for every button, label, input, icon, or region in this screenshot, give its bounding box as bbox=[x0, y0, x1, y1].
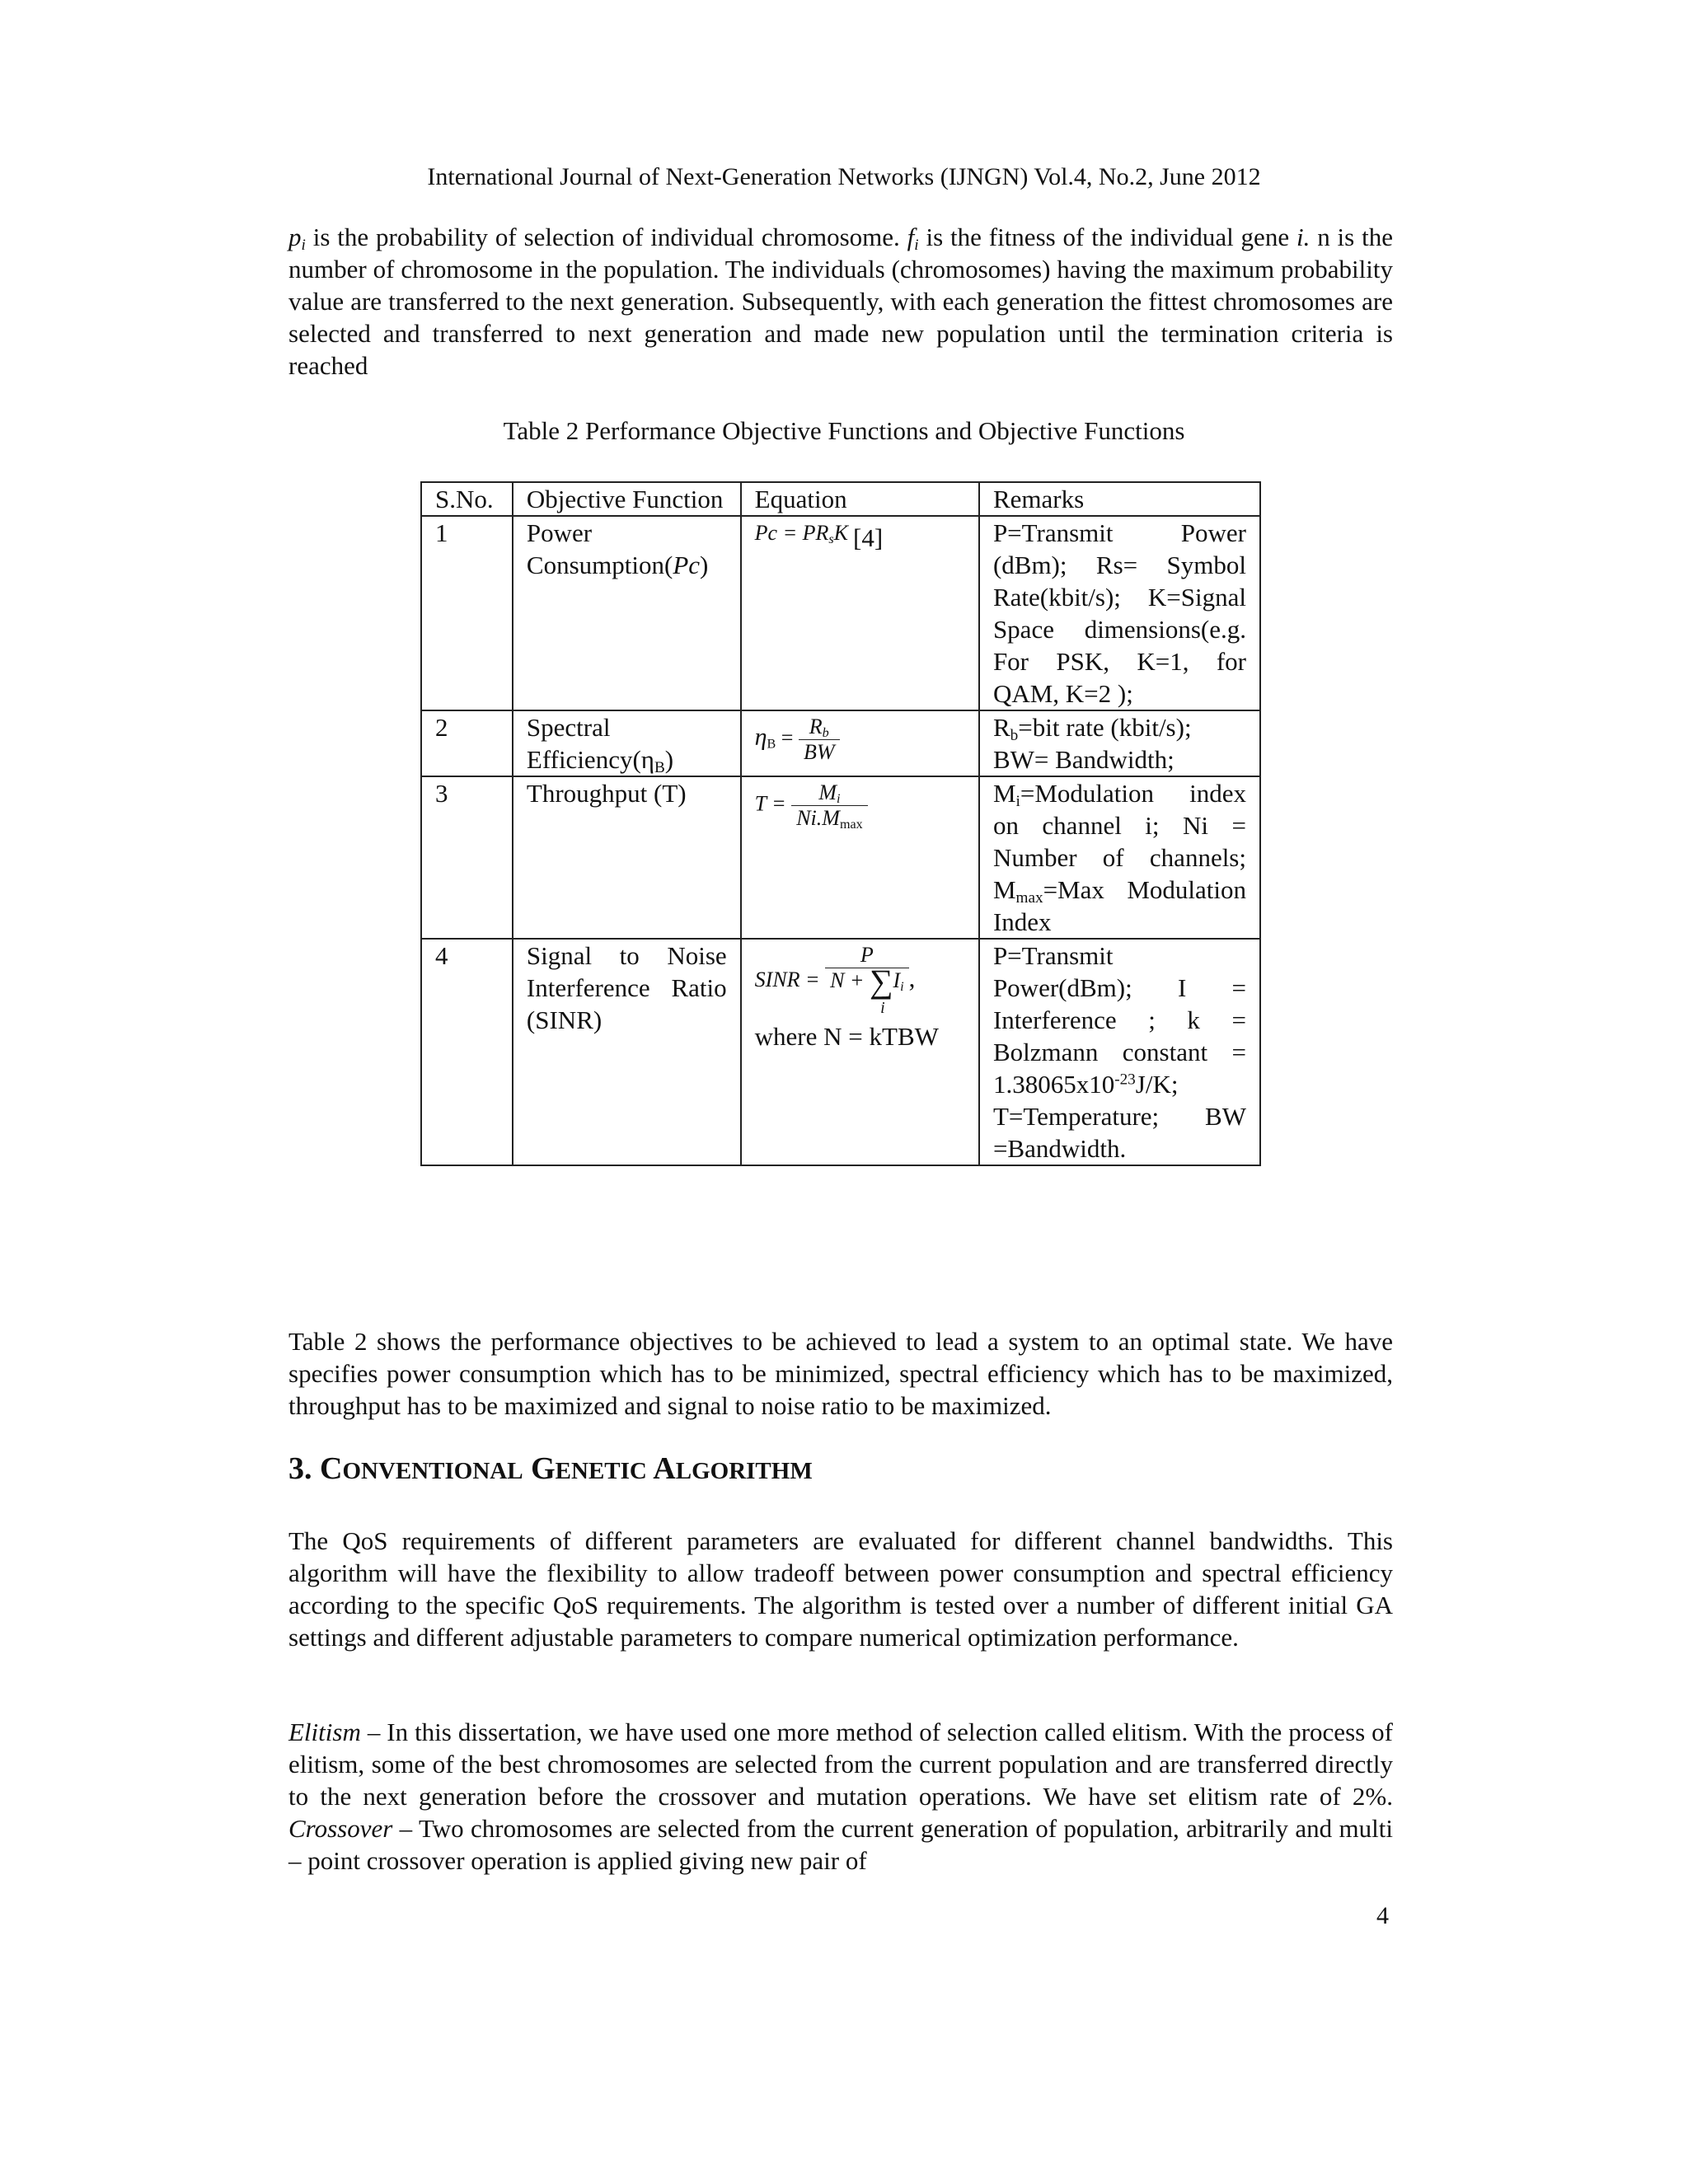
qos-paragraph: The QoS requirements of different parameters are evaluated for different channel bandwidths. This algorithm will have the flexibility to allow tradeoff between power consumption and spectral efficiency according to the specific QoS requirements. The algorithm is tested over a number of different initial GA settings and different adjustable parameters to compare numerical optimization performance. bbox=[288, 1526, 1393, 1652]
intro-text-1: is the probability of selection of individual chromosome. bbox=[305, 223, 907, 251]
table-row bbox=[421, 939, 1260, 1165]
row2-equation: $\eta_B$ = $\frac{R_b}{BW}$ bbox=[741, 710, 979, 776]
row3-remarks: $M_i=Modulation$ index on channel i; Ni = Number of channels; $M_{max}=Max$ Modulation Index bbox=[979, 776, 1260, 939]
row4-sno: 4 bbox=[421, 939, 513, 1165]
elitism-paragraph: Elitism – In this dissertation, we have used one more method of selection called elitism. With the process of elitism, some of the best chromosomes are selected from the current population and are transferred directly to the next generation before the crossover and mutation operations. We have set elitism rate of 2%. Crossover – Two chromosomes are selected from the current generation of population, arbitrarily and multi – point crossover operation is applied giving new pair of bbox=[288, 1718, 1393, 1875]
table-caption: Table 2 Performance Objective Functions and Objective Functions bbox=[503, 416, 1185, 445]
gene-i: i. bbox=[1296, 223, 1311, 251]
section-heading: 3. CONVENTIONAL GENETIC ALGORITHM bbox=[288, 1451, 813, 1486]
row1-sno: 1 bbox=[421, 516, 513, 710]
table-row bbox=[421, 710, 1260, 776]
running-header: International Journal of Next-Generation Networks (IJNGN) Vol.4, No.2, June 2012 bbox=[427, 163, 1261, 190]
row3-equation: T = $\frac{M_i}{Ni.M_{max}}$ bbox=[741, 776, 979, 939]
row4-remarks: P=Transmit Power(dBm); I = Interference ; k = Bolzmann constant = $1.38065x10^{-23}J/K$; T=Temperature; BW =Bandwidth. bbox=[979, 939, 1260, 1165]
row2-sno: 2 bbox=[421, 710, 513, 776]
intro-text-2: is the fitness of the individual gene bbox=[918, 223, 1296, 251]
row1-equation: $^{Pc = PR_sK}$ [4] bbox=[741, 516, 979, 710]
intro-text-3: n is the number of chromosome in the population. The individuals (chromosomes) having the maximum probability value are transferred to the next generation. Subsequently, with each generation the fittest chromosomes are selected and transferred to next generation and made new population until the termination criteria is reached bbox=[288, 223, 1393, 380]
row4-function: Signal to Noise Interference Ratio (SINR) bbox=[513, 939, 741, 1165]
row1-remarks: P=Transmit Power (dBm); Rs= Symbol Rate(kbit/s); K=Signal Space dimensions(e.g. For PSK, K=1, for QAM, K=2 ); bbox=[979, 516, 1260, 710]
row1-function: Power Consumption(Pc) bbox=[513, 516, 741, 710]
header-equation: Equation bbox=[741, 482, 979, 516]
row2-function: Spectral $Efficiency(\eta_B)$ bbox=[513, 710, 741, 776]
header-sno: S.No. bbox=[421, 482, 513, 516]
row3-sno: 3 bbox=[421, 776, 513, 939]
objective-functions-table bbox=[420, 481, 1261, 1166]
table-header-row bbox=[421, 482, 1260, 516]
row4-where: where N = kTBW bbox=[754, 1022, 939, 1051]
header-remarks: Remarks bbox=[979, 482, 1260, 516]
table-row bbox=[421, 776, 1260, 939]
table-row bbox=[421, 516, 1260, 710]
row2-remarks: $R_b=bit$ rate (kbit/s); BW= Bandwidth; bbox=[979, 710, 1260, 776]
pi-symbol: p bbox=[288, 223, 302, 251]
after-table-paragraph: Table 2 shows the performance objectives to be achieved to lead a system to an optimal state. We have specifies power consumption which has to be minimized, spectral efficiency which has to be maximized, throughput has to be maximized and signal to noise ratio to be maximized. bbox=[288, 1327, 1393, 1420]
elitism-term: Elitism bbox=[288, 1718, 361, 1746]
row3-function: Throughput (T) bbox=[513, 776, 741, 939]
row4-equation: SINR = P $N + \sum I_i$ i , where N = kTBW bbox=[741, 939, 979, 1165]
crossover-term: Crossover bbox=[288, 1814, 393, 1843]
page-number: 4 bbox=[1376, 1902, 1389, 1929]
fi-subscript: i bbox=[914, 236, 919, 254]
header-objective-function: Objective Function bbox=[513, 482, 741, 516]
fi-symbol: f bbox=[907, 223, 915, 251]
pi-subscript: i bbox=[301, 236, 306, 254]
intro-paragraph bbox=[288, 221, 1393, 382]
